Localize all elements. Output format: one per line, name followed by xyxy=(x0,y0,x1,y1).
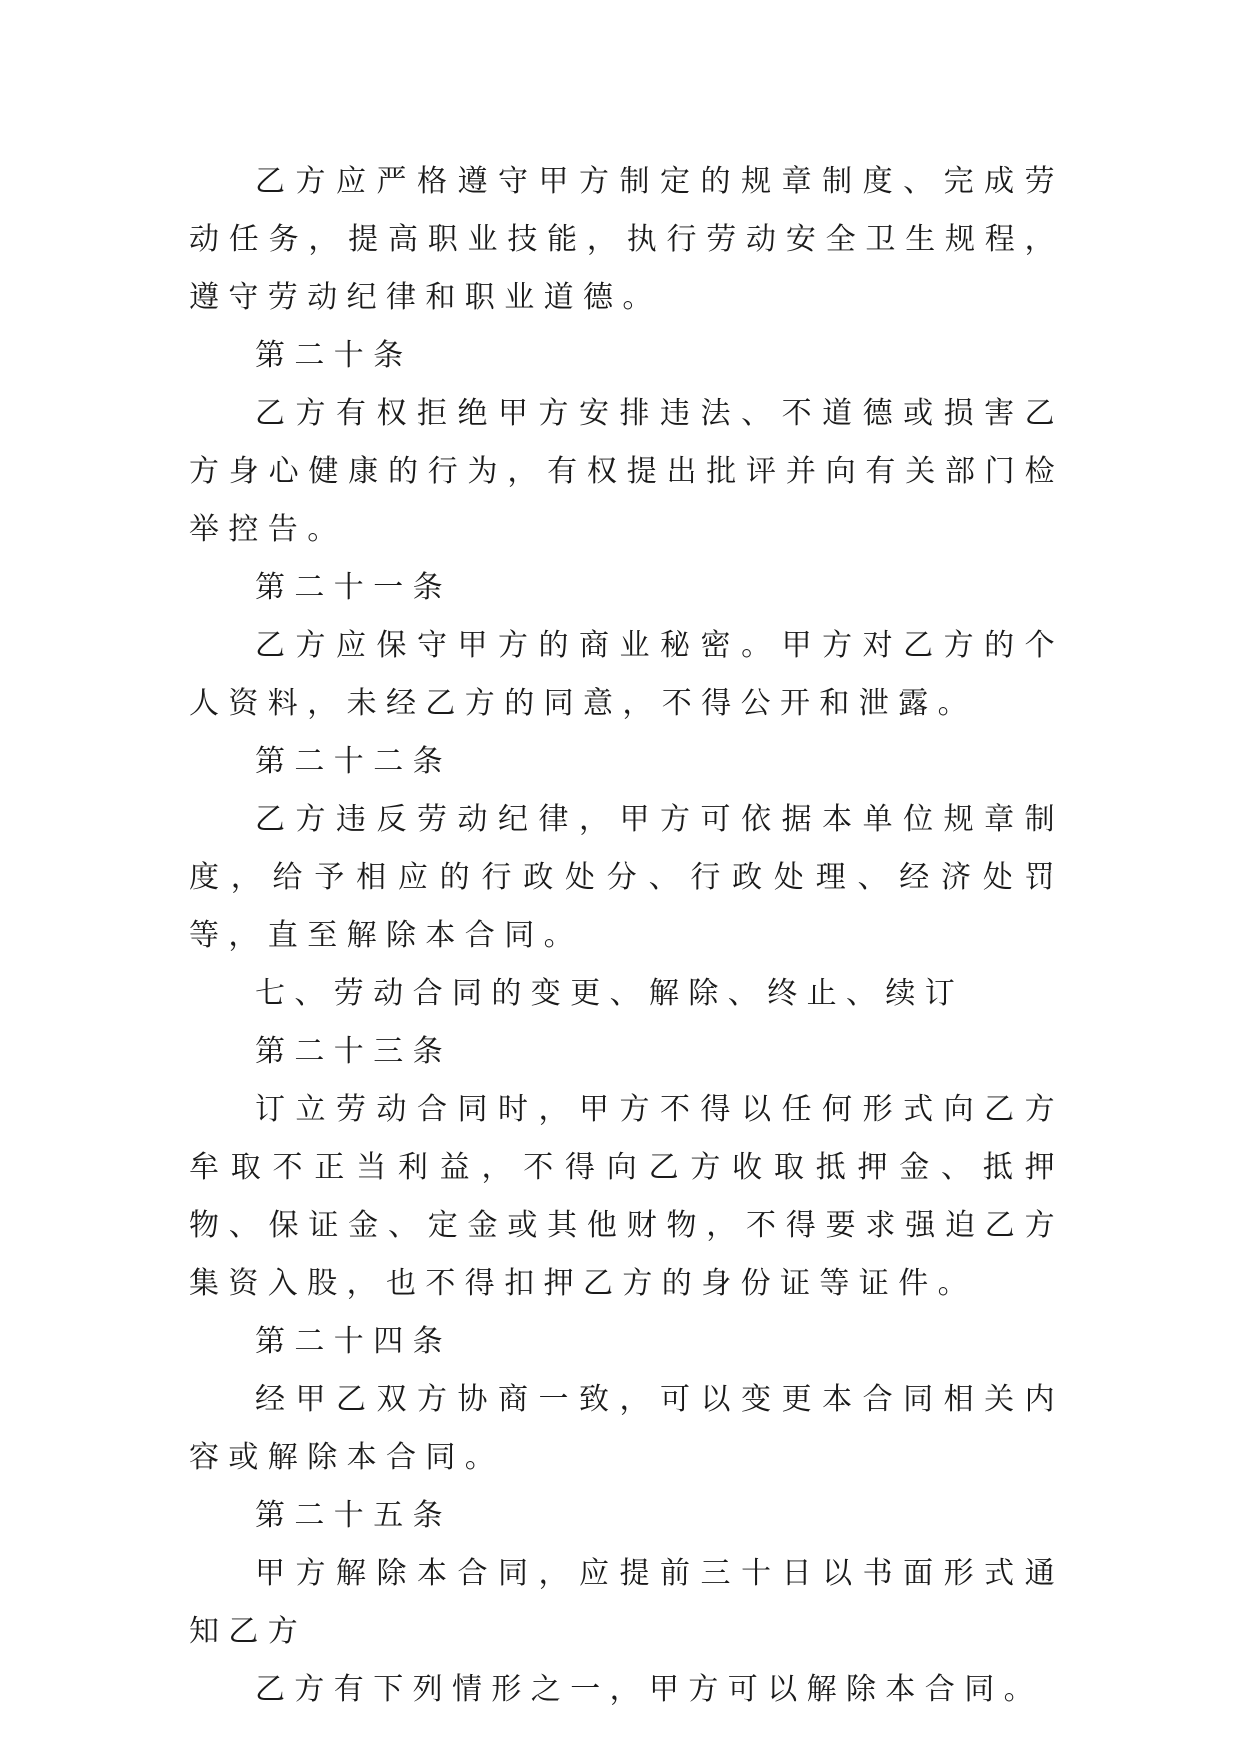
article-heading-23: 第二十三条 xyxy=(255,1034,452,1069)
paragraph-mutual-change: 经甲乙双方协商一致，可以变更本合同相关内容或解除本合同。 xyxy=(189,1382,1064,1475)
article-heading-20: 第二十条 xyxy=(255,338,413,373)
article-heading-22: 第二十二条 xyxy=(255,744,452,779)
paragraph-no-deposit: 订立劳动合同时，甲方不得以任何形式向乙方牟取不正当利益，不得向乙方收取抵押金、抵押物、保证金、定金或其他财物，不得要求强迫乙方集资入股，也不得扣押乙方的身份证等证件。 xyxy=(189,1092,1064,1301)
paragraph-confidentiality: 乙方应保守甲方的商业秘密。甲方对乙方的个人资料，未经乙方的同意，不得公开和泄露。 xyxy=(189,628,1064,721)
paragraph-obligations: 乙方应严格遵守甲方制定的规章制度、完成劳动任务，提高职业技能，执行劳动安全卫生规程，遵守劳动纪律和职业道德。 xyxy=(189,164,1064,315)
paragraph-notice: 甲方解除本合同，应提前三十日以书面形式通知乙方 xyxy=(189,1556,1064,1649)
paragraph-discipline: 乙方违反劳动纪律，甲方可依据本单位规章制度，给予相应的行政处分、行政处理、经济处罚等，直至解除本合同。 xyxy=(189,802,1064,953)
paragraph-termination-cases: 乙方有下列情形之一，甲方可以解除本合同。 xyxy=(255,1672,1043,1707)
document-body xyxy=(189,153,1064,1719)
article-heading-24: 第二十四条 xyxy=(255,1324,452,1359)
section-heading-7: 七、劳动合同的变更、解除、终止、续订 xyxy=(255,976,965,1011)
article-heading-25: 第二十五条 xyxy=(255,1498,452,1533)
article-heading-21: 第二十一条 xyxy=(255,570,452,605)
paragraph-refusal-right: 乙方有权拒绝甲方安排违法、不道德或损害乙方身心健康的行为，有权提出批评并向有关部门检举控告。 xyxy=(189,396,1064,547)
